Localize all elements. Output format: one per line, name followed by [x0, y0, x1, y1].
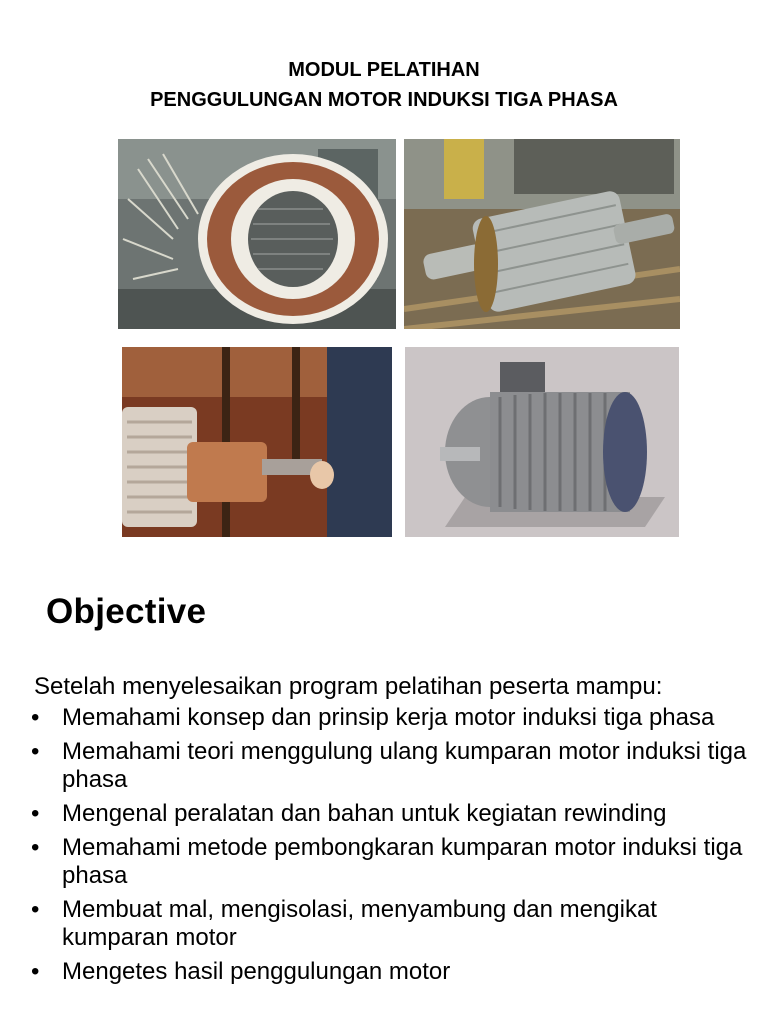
- objective-heading: Objective: [46, 592, 207, 631]
- list-item: • Memahami metode pembongkaran kumparan motor induksi tiga phasa: [28, 834, 758, 890]
- stator-winding-photo: [118, 139, 396, 329]
- list-item: • Membuat mal, mengisolasi, menyambung dan mengikat kumparan motor: [28, 896, 758, 952]
- title-line-1: MODUL PELATIHAN: [288, 59, 480, 81]
- list-item: • Memahami teori menggulung ulang kumparan motor induksi tiga phasa: [28, 738, 758, 794]
- list-item: • Mengenal peralatan dan bahan untuk kegiatan rewinding: [28, 800, 758, 828]
- objective-intro: Setelah menyelesaikan program pelatihan peserta mampu:: [34, 673, 663, 700]
- objective-list: [28, 704, 758, 992]
- rotor-assembly-photo: [122, 347, 392, 537]
- title-line-2: PENGGULUNGAN MOTOR INDUKSI TIGA PHASA: [150, 89, 618, 111]
- document-title: [0, 55, 768, 115]
- list-item: • Mengetes hasil penggulungan motor: [28, 958, 758, 986]
- motor-housing-photo: [405, 347, 679, 537]
- rotor-photo: [404, 139, 680, 329]
- list-item: • Memahami konsep dan prinsip kerja motor induksi tiga phasa: [28, 704, 758, 732]
